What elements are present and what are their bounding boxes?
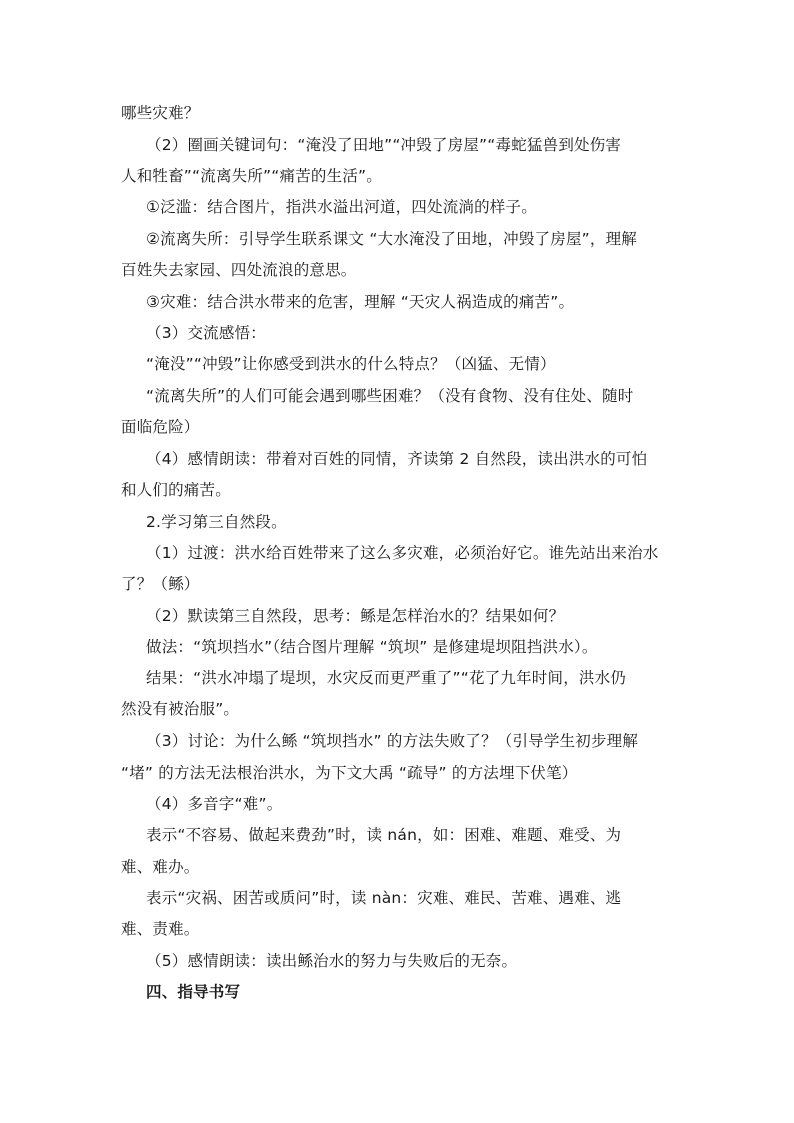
text-line: 难、难办。 <box>121 858 200 876</box>
text-line: 然没有被治服”。 <box>121 700 240 718</box>
text-line: 结果：“洪水冲塌了堤坝，水灾反而更严重了”“花了九年时间，洪水仍 <box>146 669 626 687</box>
text-line: 难、责难。 <box>121 920 200 938</box>
text-line: ②流离失所：引导学生联系课文 “大水淹没了田地，冲毁了房屋”，理解 <box>146 230 637 248</box>
text-line: 哪些灾难？ <box>121 104 200 122</box>
text-line: （2）默读第三自然段，思考：鲧是怎样治水的？结果如何？ <box>146 607 565 625</box>
section-heading: 四、指导书写 <box>146 983 241 1001</box>
text-line: （3）讨论：为什么鲧 “筑坝挡水” 的方法失败了？（引导学生初步理解 <box>146 732 639 750</box>
text-line: 表示“不容易、做起来费劲”时，读 nán，如：困难、难题、难受、为 <box>146 826 622 844</box>
text-line: 面临危险） <box>121 418 200 436</box>
text-line: “堵” 的方法无法根治洪水，为下文大禹 “疏导” 的方法埋下伏笔） <box>121 764 578 782</box>
text-line: （3）交流感悟： <box>146 324 266 342</box>
text-line: 和人们的痛苦。 <box>121 481 231 499</box>
text-line: 了？（鲧） <box>121 575 200 593</box>
text-line: （4）多音字“难”。 <box>146 795 283 813</box>
text-line: “流离失所”的人们可能会遇到哪些困难？（没有食物、没有住处、随时 <box>146 387 634 405</box>
text-line: 百姓失去家园、四处流浪的意思。 <box>121 261 357 279</box>
text-line: （4）感情朗读：带着对百姓的同情，齐读第 2 自然段，读出洪水的可怕 <box>146 450 648 468</box>
text-line: 表示“灾祸、困苦或质问”时，读 nàn：灾难、难民、苦难、遇难、逃 <box>146 889 622 907</box>
text-line: （5）感情朗读：读出鲧治水的努力与失败后的无奈。 <box>146 952 518 970</box>
text-line: 人和牲畜”“流离失所”“痛苦的生活”。 <box>121 167 382 185</box>
text-line: ①泛滥：结合图片，指洪水溢出河道，四处流淌的样子。 <box>146 198 537 216</box>
text-line: （1）过渡：洪水给百姓带来了这么多灾难，必须治好它。谁先站出来治水 <box>146 544 659 562</box>
text-line: （2）圈画关键词句：“淹没了田地”“冲毁了房屋”“毒蛇猛兽到处伤害 <box>146 136 622 154</box>
text-line: 做法：“筑坝挡水”（结合图片理解 “筑坝” 是修建堤坝阻挡洪水）。 <box>146 638 598 656</box>
text-line: “淹没”“冲毁”让你感受到洪水的什么特点？（凶猛、无情） <box>146 355 556 373</box>
text-line: 2.学习第三自然段。 <box>146 513 287 531</box>
text-line: ③灾难：结合洪水带来的危害，理解 “天灾人祸造成的痛苦”。 <box>146 293 575 311</box>
